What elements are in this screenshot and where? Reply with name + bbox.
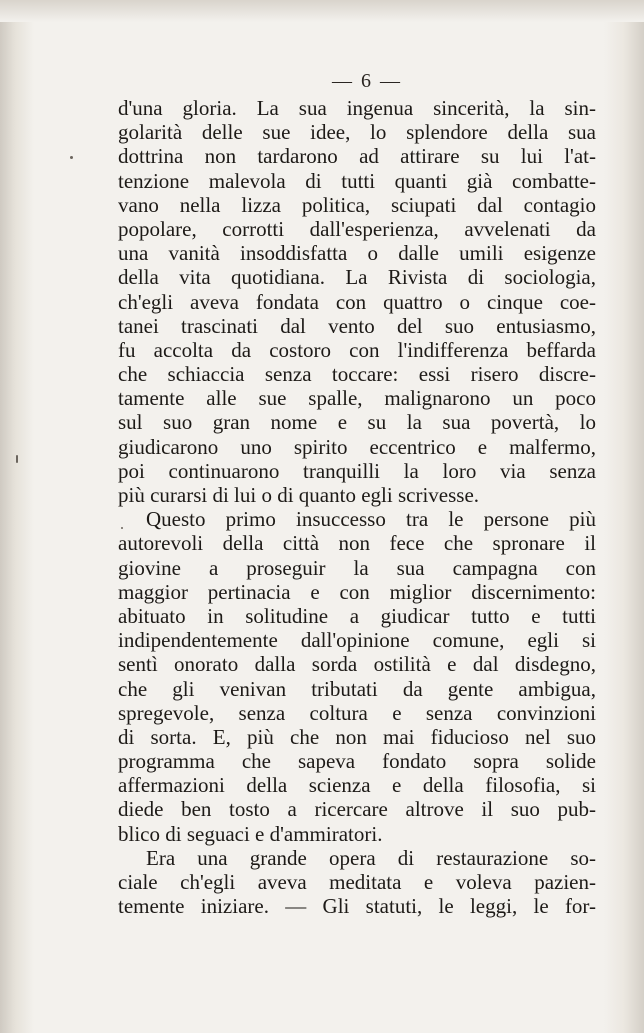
text-line: della vita quotidiana. La Rivista di sociologia, xyxy=(118,265,596,290)
print-speck xyxy=(121,527,123,529)
page-number: — 6 — xyxy=(332,70,402,92)
print-speck xyxy=(16,455,18,463)
text-line: sentì onorato dalla sorda ostilità e dal disdegno, xyxy=(118,652,596,677)
page-left-shadow xyxy=(0,0,34,1033)
text-line: sul suo gran nome e su la sua povertà, lo xyxy=(118,410,596,435)
page-top-shadow xyxy=(0,0,644,22)
text-line: una vanità insoddisfatta o dalle umili esigenze xyxy=(118,241,596,266)
text-line: tanei trascinati dal vento del suo entusiasmo, xyxy=(118,313,596,338)
text-line: Era una grande opera di restaurazione so- xyxy=(146,845,596,870)
text-line: ch'egli aveva fondata con quattro o cinque coe- xyxy=(118,289,596,314)
body-text xyxy=(118,96,596,918)
text-line: che schiaccia senza toccare: essi risero discre- xyxy=(118,362,596,387)
text-line: golarità delle sue idee, lo splendore della sua xyxy=(118,120,596,145)
text-line: indipendentemente dall'opinione comune, egli si xyxy=(118,628,596,653)
text-line: spregevole, senza coltura e senza convinzioni xyxy=(118,700,596,725)
text-line: blico di seguaci e d'ammiratori. xyxy=(118,821,383,846)
text-line: di sorta. E, più che non mai fiducioso nel suo xyxy=(118,724,596,749)
text-line: giudicarono uno spirito eccentrico e malfermo, xyxy=(118,434,596,459)
text-line: poi continuarono tranquilli la loro via senza xyxy=(118,458,596,483)
text-line: programma che sapeva fondato sopra solide xyxy=(118,749,596,774)
text-line: maggior pertinacia e con miglior discernimento: xyxy=(118,579,596,604)
text-line: giovine a proseguir la sua campagna con xyxy=(118,555,596,580)
text-line: vano nella lizza politica, sciupati dal contagio xyxy=(118,192,596,217)
text-line: dottrina non tardarono ad attirare su lui l'at- xyxy=(118,144,596,169)
text-line: autorevoli della città non fece che spronare il xyxy=(118,531,596,556)
text-line: tamente alle sue spalle, malignarono un poco xyxy=(118,386,596,411)
text-line: temente iniziare. — Gli statuti, le leggi, le for- xyxy=(118,894,596,919)
print-speck xyxy=(70,156,73,159)
text-line: d'una gloria. La sua ingenua sincerità, la sin- xyxy=(118,96,596,120)
page-right-shadow xyxy=(604,0,644,1033)
text-line: affermazioni della scienza e della filosofia, si xyxy=(118,773,596,798)
text-line: abituato in solitudine a giudicar tutto e tutti xyxy=(118,603,596,628)
text-line: Questo primo insuccesso tra le persone più xyxy=(146,507,596,532)
text-line: popolare, corrotti dall'esperienza, avvelenati da xyxy=(118,216,596,241)
text-line: ciale ch'egli aveva meditata e voleva pazien- xyxy=(118,870,596,894)
text-line: tenzione malevola di tutti quanti già combatte- xyxy=(118,168,596,193)
text-line: fu accolta da costoro con l'indifferenza beffarda xyxy=(118,337,596,362)
text-line: più curarsi di lui o di quanto egli scrivesse. xyxy=(118,483,480,507)
text-line: diede ben tosto a ricercare altrove il suo pub- xyxy=(118,797,596,822)
text-line: che gli venivan tributati da gente ambigua, xyxy=(118,676,596,701)
